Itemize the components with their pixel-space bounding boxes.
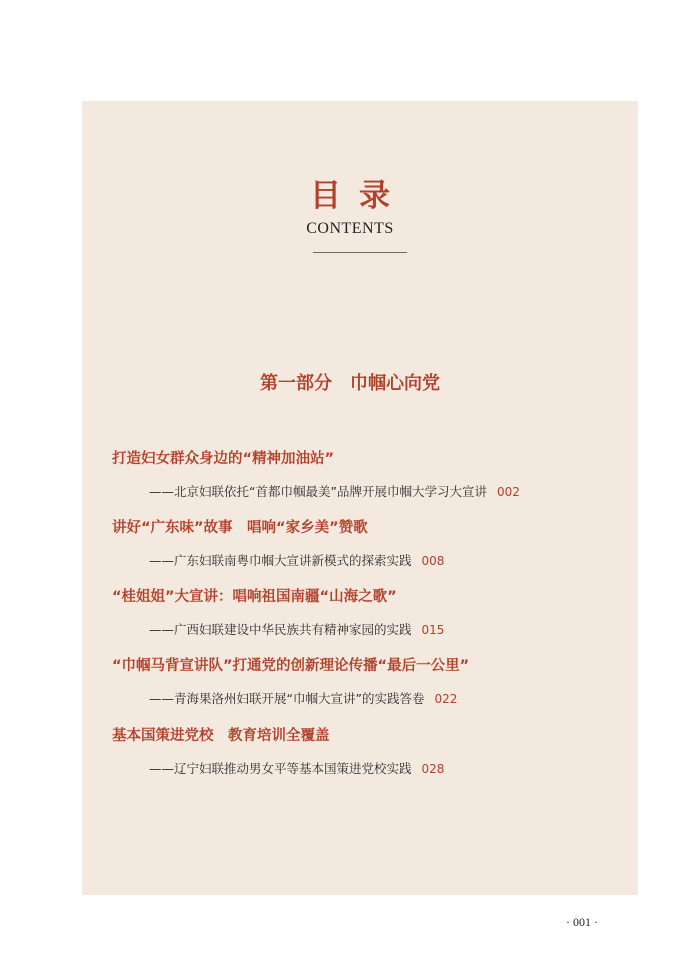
toc-entry-page[interactable]: 022 <box>434 692 458 706</box>
toc-entry-subtitle <box>149 483 520 501</box>
title-divider <box>313 252 407 253</box>
toc-entry-title[interactable]: “巾帼马背宣讲队”打通党的创新理论传播“最后一公里” <box>112 658 470 674</box>
toc-entry-page[interactable]: 015 <box>421 623 445 637</box>
toc-entry-subtitle <box>149 621 444 639</box>
toc-entry-subtitle <box>149 760 444 778</box>
page-number: · 001 · <box>566 915 598 929</box>
part-heading: 第一部分 巾帼心向党 <box>260 373 440 394</box>
toc-entry-title[interactable]: “桂姐姐”大宣讲：唱响祖国南疆“山海之歌” <box>112 589 397 605</box>
toc-entry-subtitle-text: ——辽宁妇联推动男女平等基本国策进党校实践 <box>149 761 412 776</box>
toc-entry-title[interactable]: 基本国策进党校 教育培训全覆盖 <box>112 728 330 744</box>
toc-entry-subtitle-text: ——广东妇联南粤巾帼大宣讲新模式的探索实践 <box>149 553 412 568</box>
toc-entry-page[interactable]: 002 <box>496 485 520 499</box>
toc-entry-page[interactable]: 028 <box>421 762 445 776</box>
page-subtitle: CONTENTS <box>306 220 394 237</box>
toc-entry-title[interactable]: 打造妇女群众身边的“精神加油站” <box>112 451 335 467</box>
toc-entry-subtitle <box>149 552 444 570</box>
page-title: 目录 <box>310 178 408 214</box>
toc-entry-subtitle-text: ——广西妇联建设中华民族共有精神家园的实践 <box>149 622 412 637</box>
toc-entry-subtitle <box>149 690 457 708</box>
toc-entry-subtitle-text: ——青海果洛州妇联开展“巾帼大宣讲”的实践答卷 <box>149 691 425 706</box>
toc-entry-page[interactable]: 008 <box>421 554 445 568</box>
toc-entry-subtitle-text: ——北京妇联依托“首都巾帼最美”品牌开展巾帼大学习大宣讲 <box>149 484 487 499</box>
toc-entry-title[interactable]: 讲好“广东味”故事 唱响“家乡美”赞歌 <box>112 520 368 536</box>
